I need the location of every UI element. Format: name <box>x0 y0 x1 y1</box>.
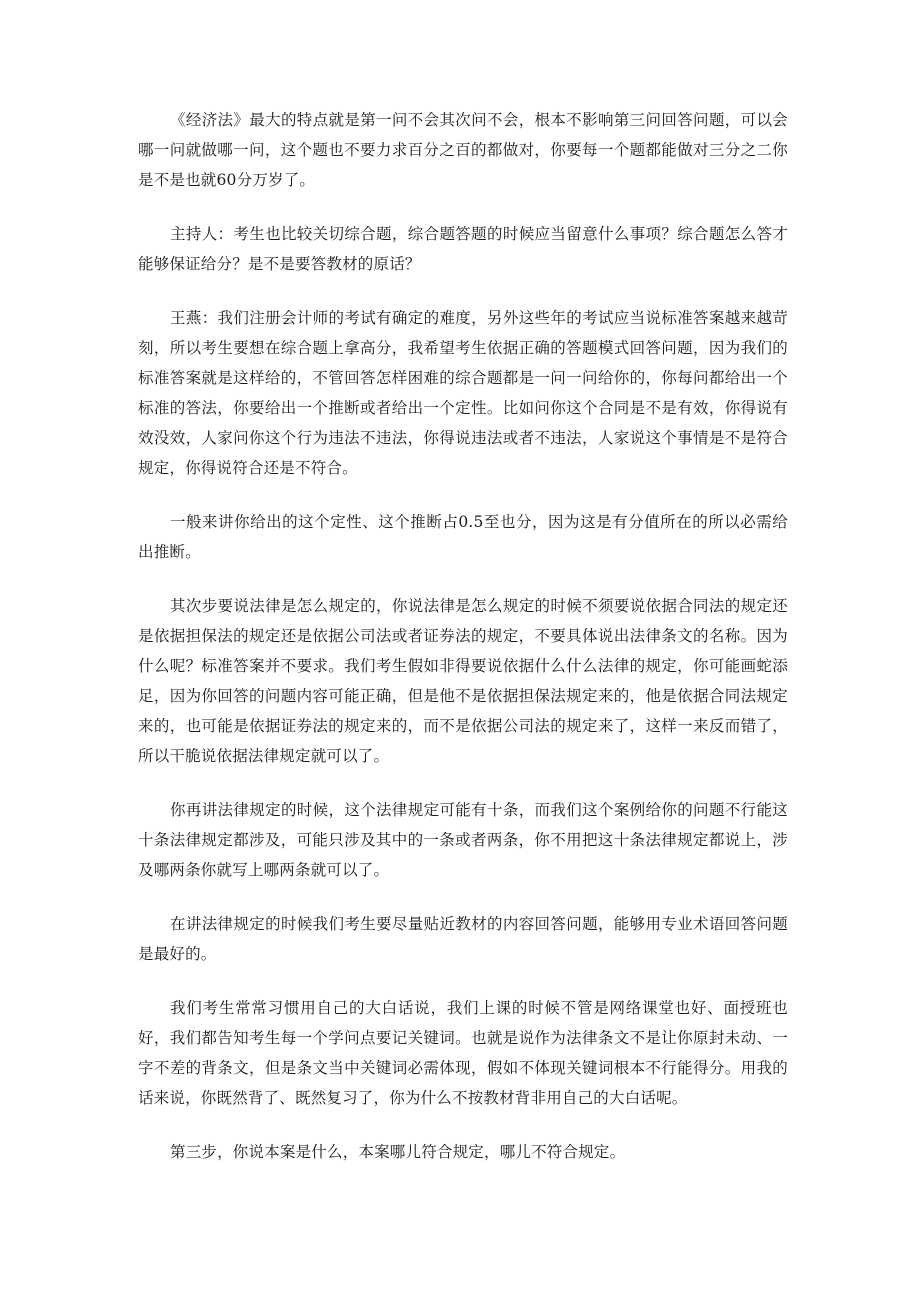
paragraph-2: 主持人：考生也比较关切综合题，综合题答题的时候应当留意什么事项？综合题怎么答才能够保证给分？是不是要答教材的原话？ <box>138 225 788 273</box>
paragraph-1: 《经济法》最大的特点就是第一问不会其次问不会，根本不影响第三问回答问题，可以会哪一问就做哪一问，这个题也不要力求百分之百的都做对，你要每一个题都能做对三分之二你是不是也就60分万岁了。 <box>138 111 788 189</box>
paragraph-7: 在讲法律规定的时候我们考生要尽量贴近教材的内容回答问题，能够用专业术语回答问题是最好的。 <box>138 915 788 963</box>
paragraph-6: 你再讲法律规定的时候，这个法律规定可能有十条，而我们这个案例给你的问题不行能这十条法律规定都涉及，可能只涉及其中的一条或者两条，你不用把这十条法律规定都说上，涉及哪两条你就写上哪两条就可以了。 <box>138 801 788 879</box>
document-body <box>138 105 788 1191</box>
paragraph-8: 我们考生常常习惯用自己的大白话说，我们上课的时候不管是网络课堂也好、面授班也好，我们都告知考生每一个学问点要记关键词。也就是说作为法律条文不是让你原封未动、一字不差的背条文，但是条文当中关键词必需体现，假如不体现关键词根本不行能得分。用我的话来说，你既然背了、既然复习了，你为什么不按教材背非用自己的大白话呢。 <box>138 999 788 1107</box>
paragraph-3: 王燕：我们注册会计师的考试有确定的难度，另外这些年的考试应当说标准答案越来越苛刻，所以考生要想在综合题上拿高分，我希望考生依据正确的答题模式回答问题，因为我们的标准答案就是这样给的，不管回答怎样困难的综合题都是一问一问给你的，你每问都给出一个标准的答法，你要给出一个推断或者给出一个定性。比如问你这个合同是不是有效，你得说有效没效，人家问你这个行为违法不违法，你得说违法或者不违法，人家说这个事情是不是符合规定，你得说符合还是不符合。 <box>138 309 788 477</box>
paragraph-9: 第三步，你说本案是什么，本案哪儿符合规定，哪儿不符合规定。 <box>170 1143 626 1161</box>
paragraph-4: 一般来讲你给出的这个定性、这个推断占0.5至也分，因为这是有分值所在的所以必需给出推断。 <box>138 513 788 561</box>
paragraph-5: 其次步要说法律是怎么规定的，你说法律是怎么规定的时候不须要说依据合同法的规定还是依据担保法的规定还是依据公司法或者证券法的规定，不要具体说出法律条文的名称。因为什么呢？标准答案并不要求。我们考生假如非得要说依据什么什么法律的规定，你可能画蛇添足，因为你回答的问题内容可能正确，但是他不是依据担保法规定来的，他是依据合同法规定来的，也可能是依据证券法的规定来的，而不是依据公司法的规定来了，这样一来反而错了，所以干脆说依据法律规定就可以了。 <box>138 597 788 765</box>
